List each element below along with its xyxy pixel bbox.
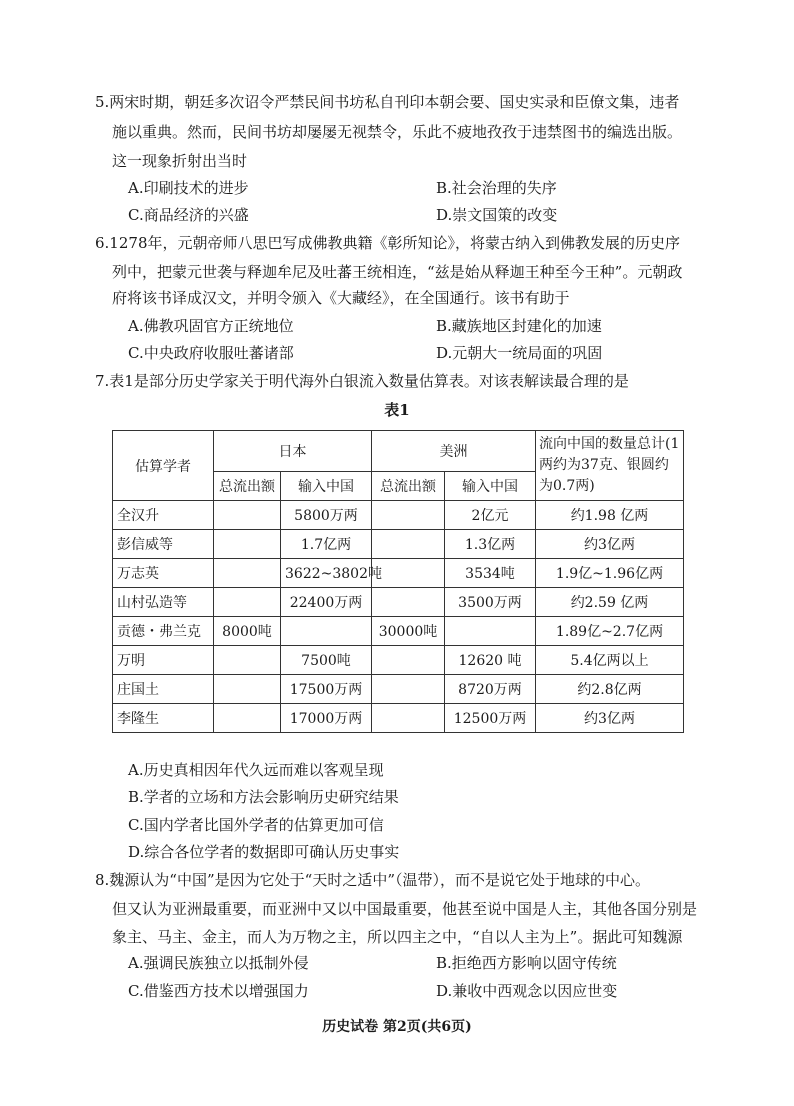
page-footer: 历史试卷 第2页(共6页) — [322, 1019, 472, 1035]
cell-japan-import: 17500万两 — [281, 675, 372, 704]
table-row — [113, 530, 684, 559]
cell-scholar: 李隆生 — [113, 704, 214, 733]
cell-america-outflow: 30000吨 — [372, 617, 445, 646]
header-japan-import: 输入中国 — [281, 472, 372, 501]
q6-option-b[interactable]: B.藏族地区封建化的加速 — [436, 317, 602, 335]
cell-america-import: 2亿元 — [445, 501, 536, 530]
cell-total: 约2.8亿两 — [536, 675, 684, 704]
cell-japan-outflow — [214, 704, 281, 733]
q8-stem-line-2: 但又认为亚洲最重要，而亚洲中又以中国最重要，他甚至说中国是人主，其他各国分别是 — [112, 900, 698, 918]
table-row — [113, 704, 684, 733]
cell-total: 约3亿两 — [536, 530, 684, 559]
cell-japan-outflow — [214, 501, 281, 530]
header-america-import: 输入中国 — [445, 472, 536, 501]
q5-option-a[interactable]: A.印刷技术的进步 — [128, 179, 249, 197]
q7-option-c[interactable]: C.国内学者比国外学者的估算更加可信 — [128, 816, 384, 834]
cell-america-outflow — [372, 559, 445, 588]
q5-stem-line-3: 这一现象折射出当时 — [112, 152, 248, 170]
q6-stem-line-1: 6.1278年，元朝帝师八思巴写成佛教典籍《彰所知论》，将蒙古纳入到佛教发展的历史序 — [95, 234, 680, 252]
cell-japan-import: 3622~3802吨 — [281, 559, 372, 588]
cell-scholar: 贡德・弗兰克 — [113, 617, 214, 646]
cell-america-import: 3500万两 — [445, 588, 536, 617]
cell-total: 约3亿两 — [536, 704, 684, 733]
silver-estimate-table — [112, 430, 684, 733]
q6-option-c[interactable]: C.中央政府收服吐蕃诸部 — [128, 344, 294, 362]
cell-america-outflow — [372, 530, 445, 559]
cell-america-import: 12500万两 — [445, 704, 536, 733]
table-row — [113, 617, 684, 646]
q8-option-c[interactable]: C.借鉴西方技术以增强国力 — [128, 982, 309, 1000]
cell-japan-outflow — [214, 588, 281, 617]
cell-america-import: 3534吨 — [445, 559, 536, 588]
table-row — [113, 588, 684, 617]
q5-stem-line-1: 5.两宋时期，朝廷多次诏令严禁民间书坊私自刊印本朝会要、国史实录和臣僚文集，违者 — [95, 93, 680, 111]
cell-america-import: 1.3亿两 — [445, 530, 536, 559]
cell-total: 1.9亿~1.96亿两 — [536, 559, 684, 588]
q5-option-d[interactable]: D.崇文国策的改变 — [436, 206, 558, 224]
cell-america-outflow — [372, 675, 445, 704]
q8-stem-line-1: 8.魏源认为“中国”是因为它处于“天时之适中”（温带），而不是说它处于地球的中心。 — [95, 871, 650, 889]
cell-total: 约2.59 亿两 — [536, 588, 684, 617]
cell-scholar: 万志英 — [113, 559, 214, 588]
q7-stem: 7.表1是部分历史学家关于明代海外白银流入数量估算表。对该表解读最合理的是 — [95, 372, 629, 390]
q6-stem-line-2: 列中，把蒙元世袭与释迦牟尼及吐蕃王统相连，“兹是始从释迦王种至今王种”。元朝政 — [112, 263, 683, 281]
q5-option-c[interactable]: C.商品经济的兴盛 — [128, 206, 249, 224]
cell-total: 约1.98 亿两 — [536, 501, 684, 530]
table-row — [113, 559, 684, 588]
cell-japan-import: 7500吨 — [281, 646, 372, 675]
cell-america-outflow — [372, 501, 445, 530]
q8-option-a[interactable]: A.强调民族独立以抵制外侵 — [128, 954, 309, 972]
header-japan: 日本 — [214, 431, 372, 472]
q6-option-d[interactable]: D.元朝大一统局面的巩固 — [436, 344, 603, 362]
cell-scholar: 彭信威等 — [113, 530, 214, 559]
table-row — [113, 675, 684, 704]
table-caption: 表1 — [384, 401, 410, 419]
cell-japan-outflow: 8000吨 — [214, 617, 281, 646]
q8-option-b[interactable]: B.拒绝西方影响以固守传统 — [436, 954, 617, 972]
cell-america-outflow — [372, 588, 445, 617]
q7-option-d[interactable]: D.综合各位学者的数据即可确认历史事实 — [128, 843, 400, 861]
cell-america-import — [445, 617, 536, 646]
table-row — [113, 501, 684, 530]
cell-japan-import: 1.7亿两 — [281, 530, 372, 559]
header-scholar: 估算学者 — [113, 431, 214, 501]
cell-total: 1.89亿~2.7亿两 — [536, 617, 684, 646]
cell-japan-outflow — [214, 559, 281, 588]
header-america: 美洲 — [372, 431, 536, 472]
cell-scholar: 万明 — [113, 646, 214, 675]
q7-option-b[interactable]: B.学者的立场和方法会影响历史研究结果 — [128, 788, 399, 806]
cell-total: 5.4亿两以上 — [536, 646, 684, 675]
q8-option-d[interactable]: D.兼收中西观念以因应世变 — [436, 982, 618, 1000]
table-row — [113, 646, 684, 675]
q5-stem-line-2: 施以重典。然而，民间书坊却屡屡无视禁令，乐此不疲地孜孜于违禁图书的编选出版。 — [112, 123, 683, 141]
cell-america-outflow — [372, 704, 445, 733]
cell-japan-import — [281, 617, 372, 646]
cell-japan-outflow — [214, 675, 281, 704]
q6-option-a[interactable]: A.佛教巩固官方正统地位 — [128, 317, 294, 335]
q5-option-b[interactable]: B.社会治理的失序 — [436, 179, 557, 197]
header-america-outflow: 总流出额 — [372, 472, 445, 501]
header-japan-outflow: 总流出额 — [214, 472, 281, 501]
cell-america-outflow — [372, 646, 445, 675]
cell-america-import: 12620 吨 — [445, 646, 536, 675]
q8-stem-line-3: 象主、马主、金主，而人为万物之主，所以四主之中，“自以人主为上”。据此可知魏源 — [112, 928, 683, 946]
cell-scholar: 山村弘造等 — [113, 588, 214, 617]
header-total: 流向中国的数量总计(1两约为37克、银圆约为0.7两) — [536, 431, 684, 501]
cell-scholar: 全汉升 — [113, 501, 214, 530]
cell-japan-import: 17000万两 — [281, 704, 372, 733]
cell-japan-import: 22400万两 — [281, 588, 372, 617]
q7-option-a[interactable]: A.历史真相因年代久远而难以客观呈现 — [128, 761, 384, 779]
cell-america-import: 8720万两 — [445, 675, 536, 704]
cell-scholar: 庄国土 — [113, 675, 214, 704]
cell-japan-outflow — [214, 530, 281, 559]
cell-japan-outflow — [214, 646, 281, 675]
q6-stem-line-3: 府将该书译成汉文，并明令颁入《大藏经》，在全国通行。该书有助于 — [112, 289, 570, 307]
cell-japan-import: 5800万两 — [281, 501, 372, 530]
